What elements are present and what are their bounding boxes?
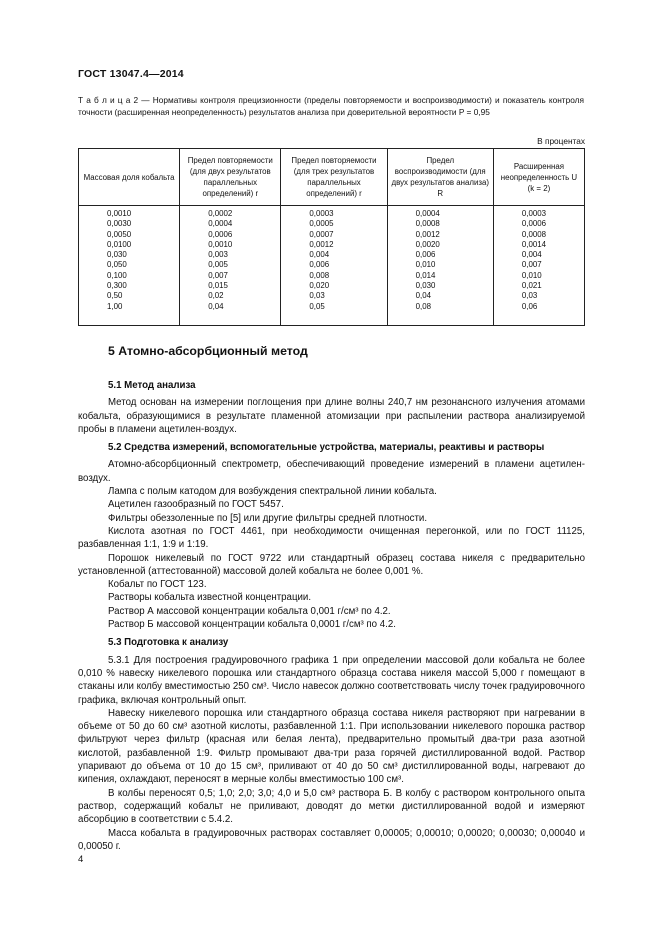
paragraph: Лампа с полым катодом для возбуждения спектральной линии кобальта.	[108, 486, 437, 498]
table-cell-value: 0,100	[107, 270, 127, 280]
table-caption: Т а б л и ц а 2 — Нормативы контроля прецизионности (пределы повторяемости и воспроизводимости) и показатель контроля точности (расширенная неопределенность) результатов анализа при доверительной вероятности P = 0,95	[78, 95, 584, 117]
table-cell-value: 0,50	[107, 291, 123, 301]
table-cell-value: 0,0010	[208, 239, 233, 249]
table-cell-value: 0,0050	[107, 229, 132, 239]
table-cell-value: 0,0004	[208, 219, 233, 229]
table-cell-value: 0,08	[415, 301, 431, 311]
paragraph: Ацетилен газообразный по ГОСТ 5457.	[108, 499, 284, 511]
table-cell-value: 0,050	[107, 260, 127, 270]
section-title: 5 Атомно-абсорбционный метод	[108, 344, 308, 358]
table-cell-value: 0,010	[415, 260, 436, 270]
table-cell-value: 0,02	[208, 291, 224, 301]
paragraph: Раствор А массовой концентрации кобальта 0,001 г/см³ по 4.2.	[108, 605, 391, 617]
paragraph: Растворы кобальта известной концентрации.	[108, 592, 312, 604]
paragraph: Кислота азотная по ГОСТ 4461, при необходимости очищенная перегонкой, или по ГОСТ 11125, разбавленная 1:1, 1:9 и 1:19.	[78, 525, 585, 551]
table-cell-value: 0,0002	[208, 209, 233, 218]
table-cell-value: 0,06	[521, 301, 538, 311]
table-cell-value: 0,300	[107, 281, 127, 291]
table-cell-value: 0,0020	[415, 239, 440, 249]
table-cell-value: 0,04	[415, 291, 431, 301]
table-cell-value: 0,0007	[309, 229, 334, 239]
table-cell-value: 0,04	[208, 301, 224, 311]
paragraph: Порошок никелевый по ГОСТ 9722 или стандартный образец состава никеля с предварительно установленной (аттестованной) массовой долей кобальта не более 0,001 %.	[78, 552, 585, 577]
table-column-cell	[180, 206, 281, 326]
table-cell-value: 0,0006	[521, 219, 547, 229]
table-cell-value: 0,0100	[107, 239, 132, 249]
page-number: 4	[78, 854, 84, 865]
table-column-cell	[79, 206, 180, 326]
table-cell-value: 0,006	[415, 250, 436, 260]
table-cell-value: 0,004	[521, 250, 542, 260]
paragraph: Кобальт по ГОСТ 123.	[108, 579, 207, 591]
paragraph: Масса кобальта в градуировочных растворах составляет 0,00005; 0,00010; 0,00020; 0,00030; 0,00040 и 0,00050 г.	[78, 827, 585, 852]
table-cell-value: 0,0012	[309, 239, 334, 249]
table-cell-value: 0,004	[309, 250, 330, 260]
table-cell-value: 0,0012	[415, 229, 440, 239]
paragraph: Раствор Б массовой концентрации кобальта 0,0001 г/см³ по 4.2.	[108, 619, 396, 631]
section-body	[78, 374, 585, 853]
table-column-cell	[493, 206, 584, 326]
table-cell-value: 0,014	[415, 270, 436, 280]
table-cell-value: 0,003	[208, 250, 228, 260]
subsection-heading: 5.2 Средства измерений, вспомогательные устройства, материалы, реактивы и растворы	[108, 442, 545, 454]
table-cell-value: 1,00	[107, 301, 123, 311]
table-cell-value: 0,03	[521, 291, 538, 301]
table-cell-value: 0,0014	[521, 239, 547, 249]
table-cell-value: 0,007	[521, 260, 542, 270]
table-cell-value: 0,020	[309, 281, 330, 291]
table-cell-value: 0,030	[107, 250, 127, 260]
table-cell-value: 0,030	[415, 281, 436, 291]
paragraph: Навеску никелевого порошка или стандартного образца состава никеля растворяют при нагревании в объеме от 50 до 60 см³ азотной кислоты, разбавленной 1:1. При использовании никелевого порошка раствор фильтруют через фильтр (красная или белая лента), предварительно промытый два-три раза азотной кислотой, разбавленной 1:9. Фильтр промывают два-три раза горячей дистиллированной водой. Раствор упаривают до объема от 10 до 15 см³, приливают от 40 до 50 см³ дистиллированной воды, нагревают до кипения, охлаждают, переносят в мерные колбы вместимостью 100 см³.	[78, 707, 585, 786]
paragraph: Фильтры обеззоленные по [5] или другие фильтры средней плотности.	[108, 512, 428, 524]
table-cell-value: 0,0030	[107, 219, 132, 229]
table-cell-value: 0,0003	[521, 209, 547, 218]
table-column-cell	[281, 206, 387, 326]
paragraph: Атомно-абсорбционный спектрометр, обеспечивающий проведение измерений в пламени ацетилен-воздух.	[78, 459, 585, 484]
table-cell-value: 0,005	[208, 260, 228, 270]
col-header-reproducibility: Предел воспроизводимости (для двух результатов анализа) R	[387, 149, 493, 206]
col-header-mass-fraction: Массовая доля кобальта	[79, 149, 180, 206]
table-cell-value: 0,0004	[415, 209, 440, 218]
table-cell-value: 0,006	[309, 260, 330, 270]
table-column-cell	[387, 206, 493, 326]
table-cell-value: 0,03	[309, 291, 325, 301]
table-cell-value: 0,0008	[415, 219, 440, 229]
table-cell-value: 0,015	[208, 281, 228, 291]
table-cell-value: 0,05	[309, 301, 325, 311]
table-cell-value: 0,008	[309, 270, 330, 280]
table-header-row	[79, 149, 585, 206]
table-cell-value: 0,021	[521, 281, 542, 291]
table-cell-value: 0,0010	[107, 209, 132, 218]
col-header-repeatability-three: Предел повторяемости (для трех результатов параллельных определений) r	[281, 149, 387, 206]
table-row	[79, 206, 585, 326]
table-cell-value: 0,010	[521, 270, 542, 280]
document-header: ГОСТ 13047.4—2014	[78, 68, 184, 80]
table-cell-value: 0,0008	[521, 229, 547, 239]
paragraph: 5.3.1 Для построения градуировочного графика 1 при определении массовой доли кобальта не более 0,010 % навеску никелевого порошка или стандартного образца состава никеля массой 5,000 г помещают в стаканы или колбу вместимостью 250 см³. Число навесок должно соответствовать числу точек градуировочного графика, включая контрольный опыт.	[78, 654, 585, 706]
col-header-repeatability-two: Предел повторяемости (для двух результатов параллельных определений) r	[180, 149, 281, 206]
table-cell-value: 0,0003	[309, 209, 334, 218]
col-header-uncertainty: Расширенная неопределенность U (k = 2)	[493, 149, 584, 206]
table-units: В процентах	[537, 136, 585, 146]
precision-table	[78, 148, 585, 326]
paragraph: Метод основан на измерении поглощения при длине волны 240,7 нм резонансного излучения атомами кобальта, образующимися в результате пламенной атомизации при распылении раствора анализируемой пробы в пламени ацетилен-воздух.	[78, 397, 585, 435]
subsection-heading: 5.3 Подготовка к анализу	[108, 637, 229, 649]
subsection-heading: 5.1 Метод анализа	[108, 380, 196, 391]
table-cell-value: 0,0005	[309, 219, 334, 229]
table-cell-value: 0,007	[208, 270, 228, 280]
paragraph: В колбы переносят 0,5; 1,0; 2,0; 3,0; 4,0 и 5,0 см³ раствора Б. В колбу с раствором контрольного опыта раствор, содержащий кобальт не приливают, доводят до метки дистиллированной водой и измеряют абсорбцию в соответствии с 5.4.2.	[78, 787, 585, 826]
table-cell-value: 0,0006	[208, 229, 233, 239]
